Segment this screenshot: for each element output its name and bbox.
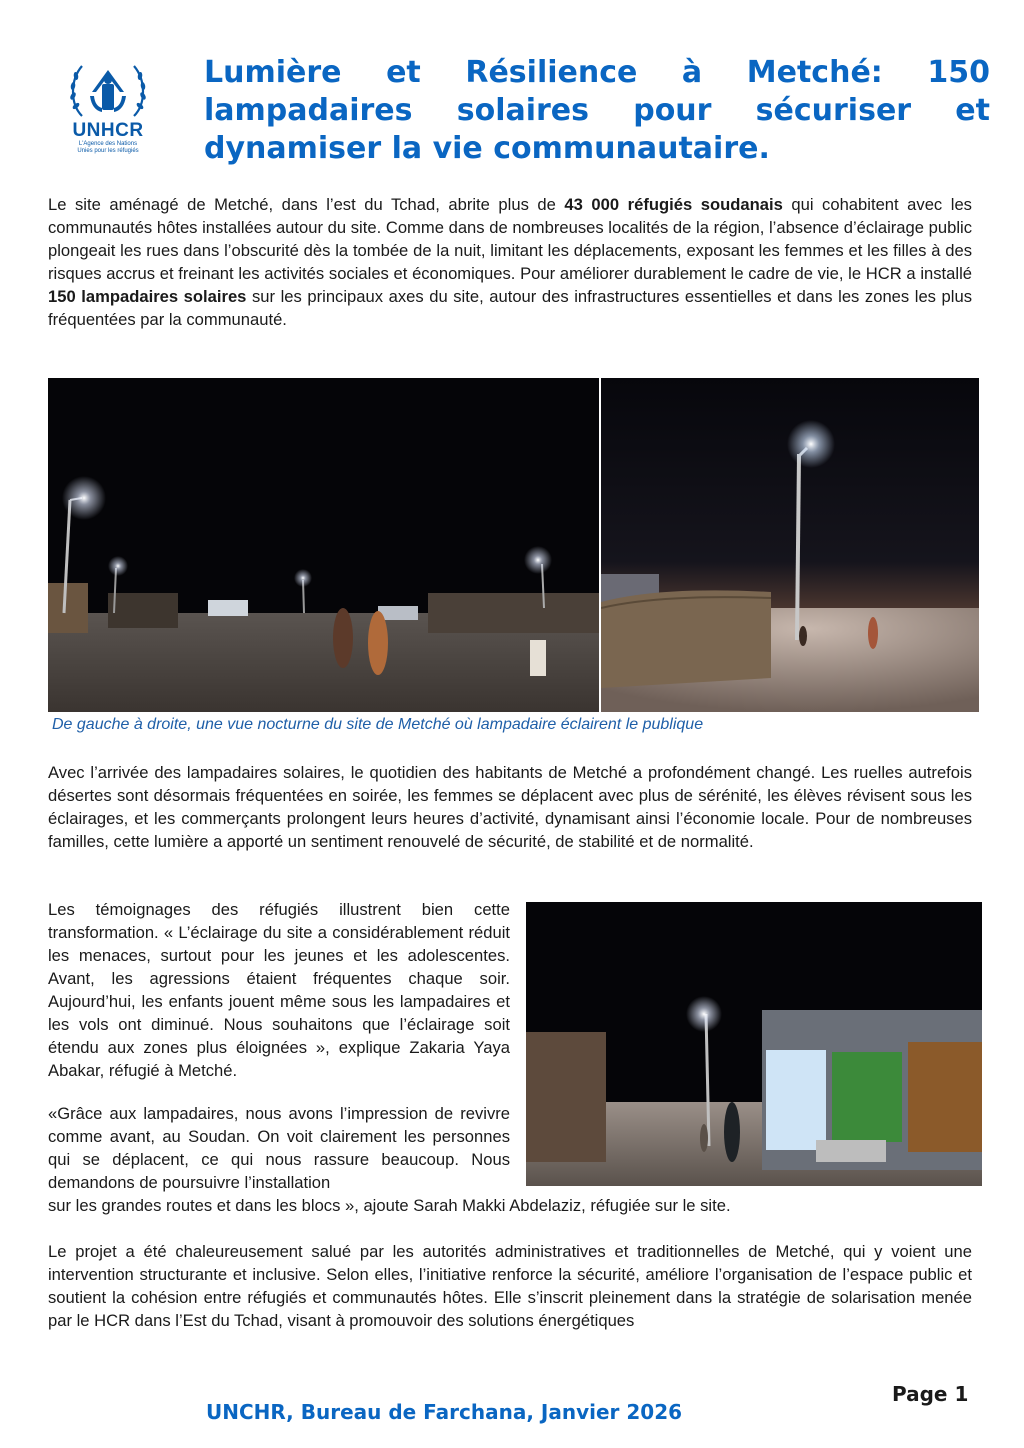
photo-lamp-dusk-right: [601, 378, 979, 712]
page-number: Page 1: [892, 1382, 969, 1406]
paragraph-testimony-1: Les témoignages des réfugiés illustrent bien cette transformation. « L’éclairage du site a considérablement réduit les menaces, surtout pour les jeunes et les adolescentes. Avant, les agressions étaient fréquentes chaque soir. Aujourd’hui, les enfants jouent même sous les lampadaires et les vols ont diminué. Nous souhaitons que l’éclairage soit étendu aux zones plus éloignées », explique Zakaria Yaya Abakar, réfugié à Metché.: [48, 900, 510, 1080]
document-title: Lumière et Résilience à Metché: 150 lampadaires solaires pour sécuriser et dynamiser la vie communautaire.: [204, 55, 990, 166]
photo-shops-night: [526, 902, 982, 1186]
footer-office: UNCHR, Bureau de Farchana, Janvier 2026: [206, 1400, 683, 1424]
intro-bold-refugees: 43 000 réfugiés soudanais: [564, 195, 783, 214]
paragraph-impact: Avec l’arrivée des lampadaires solaires, le quotidien des habitants de Metché a profondément changé. Les ruelles autrefois désertes sont désormais fréquentées en soirée, les femmes se déplacent avec plus de sérénité, les élèves révisent sous les éclairages, et les commerçants prolongent leurs heures d’activité, dynamisant ainsi l’économie locale. Pour de nombreuses familles, cette lumière a apporté un sentiment renouvelé de sécurité, de stabilité et de normalité.: [48, 763, 972, 851]
photo-night-street-left: [48, 378, 599, 712]
logo-subtitle: [62, 141, 154, 155]
intro-bold-lamps: 150 lampadaires solaires: [48, 287, 247, 306]
intro-text-2: qui cohabitent avec les communautés hôtes installées autour du site. Comme dans de nombreuses localités de la région, l’absence d’éclairage public plongeait les rues dans l’obscurité dès la tombée de la nuit, limitant les déplacements, exposant les femmes et les filles à des risques accrus et freinant les activités sociales et économiques. Pour améliorer durablement le cadre de vie, le HCR a installé: [48, 195, 972, 283]
intro-paragraph: [48, 193, 972, 331]
logo-subtitle-line-2: Unies pour les réfugiés: [77, 148, 139, 154]
paragraph-testimony-2-end: sur les grandes routes et dans les blocs », ajoute Sarah Makki Abdelaziz, réfugiée sur le site.: [48, 1196, 731, 1215]
intro-text-3: sur les principaux axes du site, autour des infrastructures essentielles et dans les zones les plus fréquentées par la communauté.: [48, 287, 972, 329]
paragraph-authorities: Le projet a été chaleureusement salué par les autorités administratives et traditionnelles de Metché, qui y voient une intervention structurante et inclusive. Selon elles, l’initiative renforce la sécurité, améliore l’organisation de l’espace public et soutient la cohésion entre réfugiés et communautés hôtes. Elle s’inscrit pleinement dans la stratégie de solarisation menée par le HCR dans l’Est du Tchad, visant à promouvoir des solutions énergétiques: [48, 1242, 972, 1330]
logo-subtitle-line-1: L'Agence des Nations: [78, 141, 138, 147]
paragraph-testimony-2: «Grâce aux lampadaires, nous avons l’impression de revivre comme avant, au Soudan. On voit clairement les personnes qui se déplacent, ce qui nous rassure beaucoup. Nous demandons de poursuivre l’installation: [48, 1104, 510, 1192]
intro-text-1: Le site aménagé de Metché, dans l’est du Tchad, abrite plus de: [48, 195, 565, 214]
photo-caption: De gauche à droite, une vue nocturne du site de Metché où lampadaire éclairent le publique: [52, 716, 704, 733]
logo-wordmark: UNHCR: [72, 120, 144, 141]
